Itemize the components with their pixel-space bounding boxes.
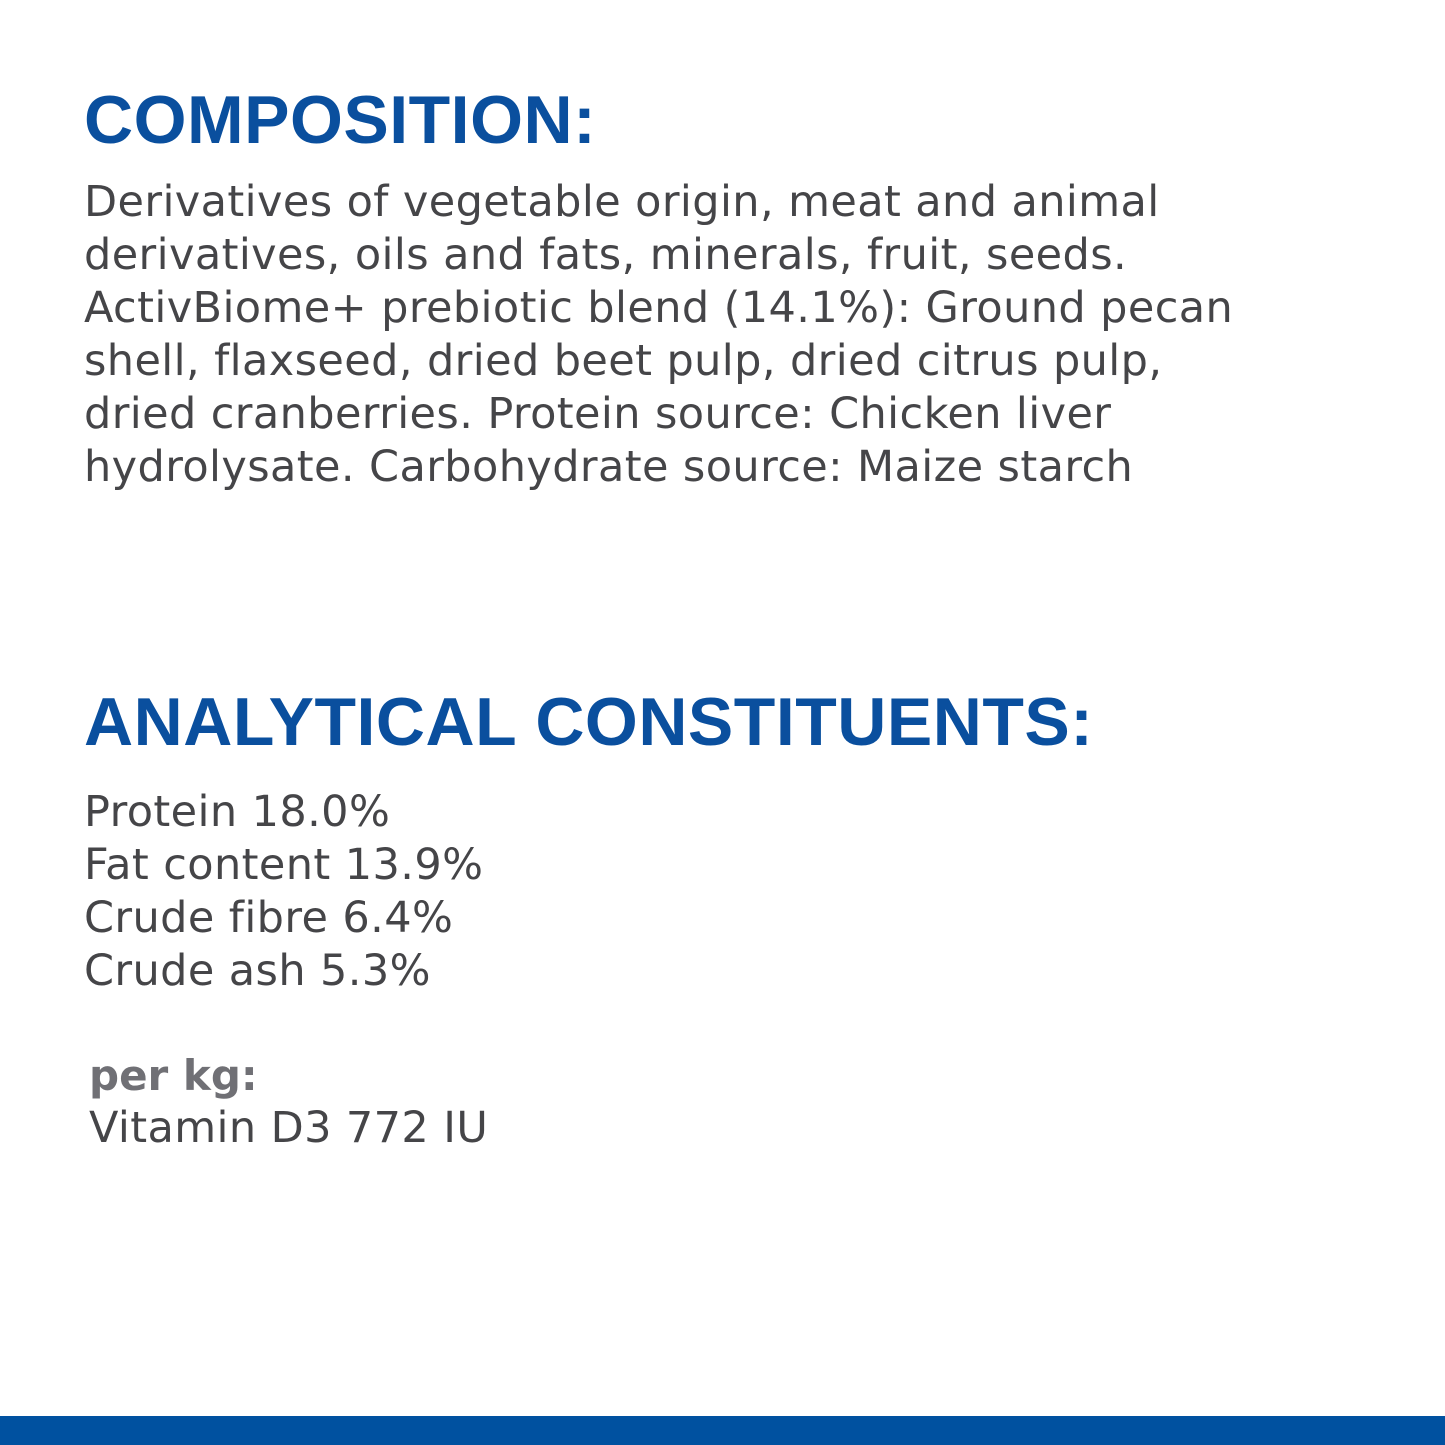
per-kg-label: per kg: — [89, 1051, 258, 1100]
composition-line: hydrolysate. Carbohydrate source: Maize starch — [84, 442, 1134, 492]
analytical-list — [84, 786, 483, 998]
constituent-item: Crude ash 5.3% — [84, 946, 431, 996]
constituent-item: Protein 18.0% — [84, 787, 391, 837]
composition-line: derivatives, oils and fats, minerals, fruit, seeds. — [84, 230, 1128, 280]
per-kg-item: Vitamin D3 772 IU — [89, 1103, 489, 1153]
constituent-item: Fat content 13.9% — [84, 840, 484, 890]
composition-line: dried cranberries. Protein source: Chicken liver — [84, 389, 1112, 439]
composition-line: ActivBiome+ prebiotic blend (14.1%): Ground pecan — [84, 283, 1234, 333]
composition-heading: COMPOSITION: — [84, 82, 597, 158]
constituent-item: Crude fibre 6.4% — [84, 893, 454, 943]
footer-band — [0, 1416, 1445, 1445]
analytical-heading: ANALYTICAL CONSTITUENTS: — [84, 684, 1094, 760]
composition-text — [84, 176, 1233, 494]
composition-line: shell, flaxseed, dried beet pulp, dried citrus pulp, — [84, 336, 1163, 386]
composition-line: Derivatives of vegetable origin, meat and animal — [84, 177, 1160, 227]
